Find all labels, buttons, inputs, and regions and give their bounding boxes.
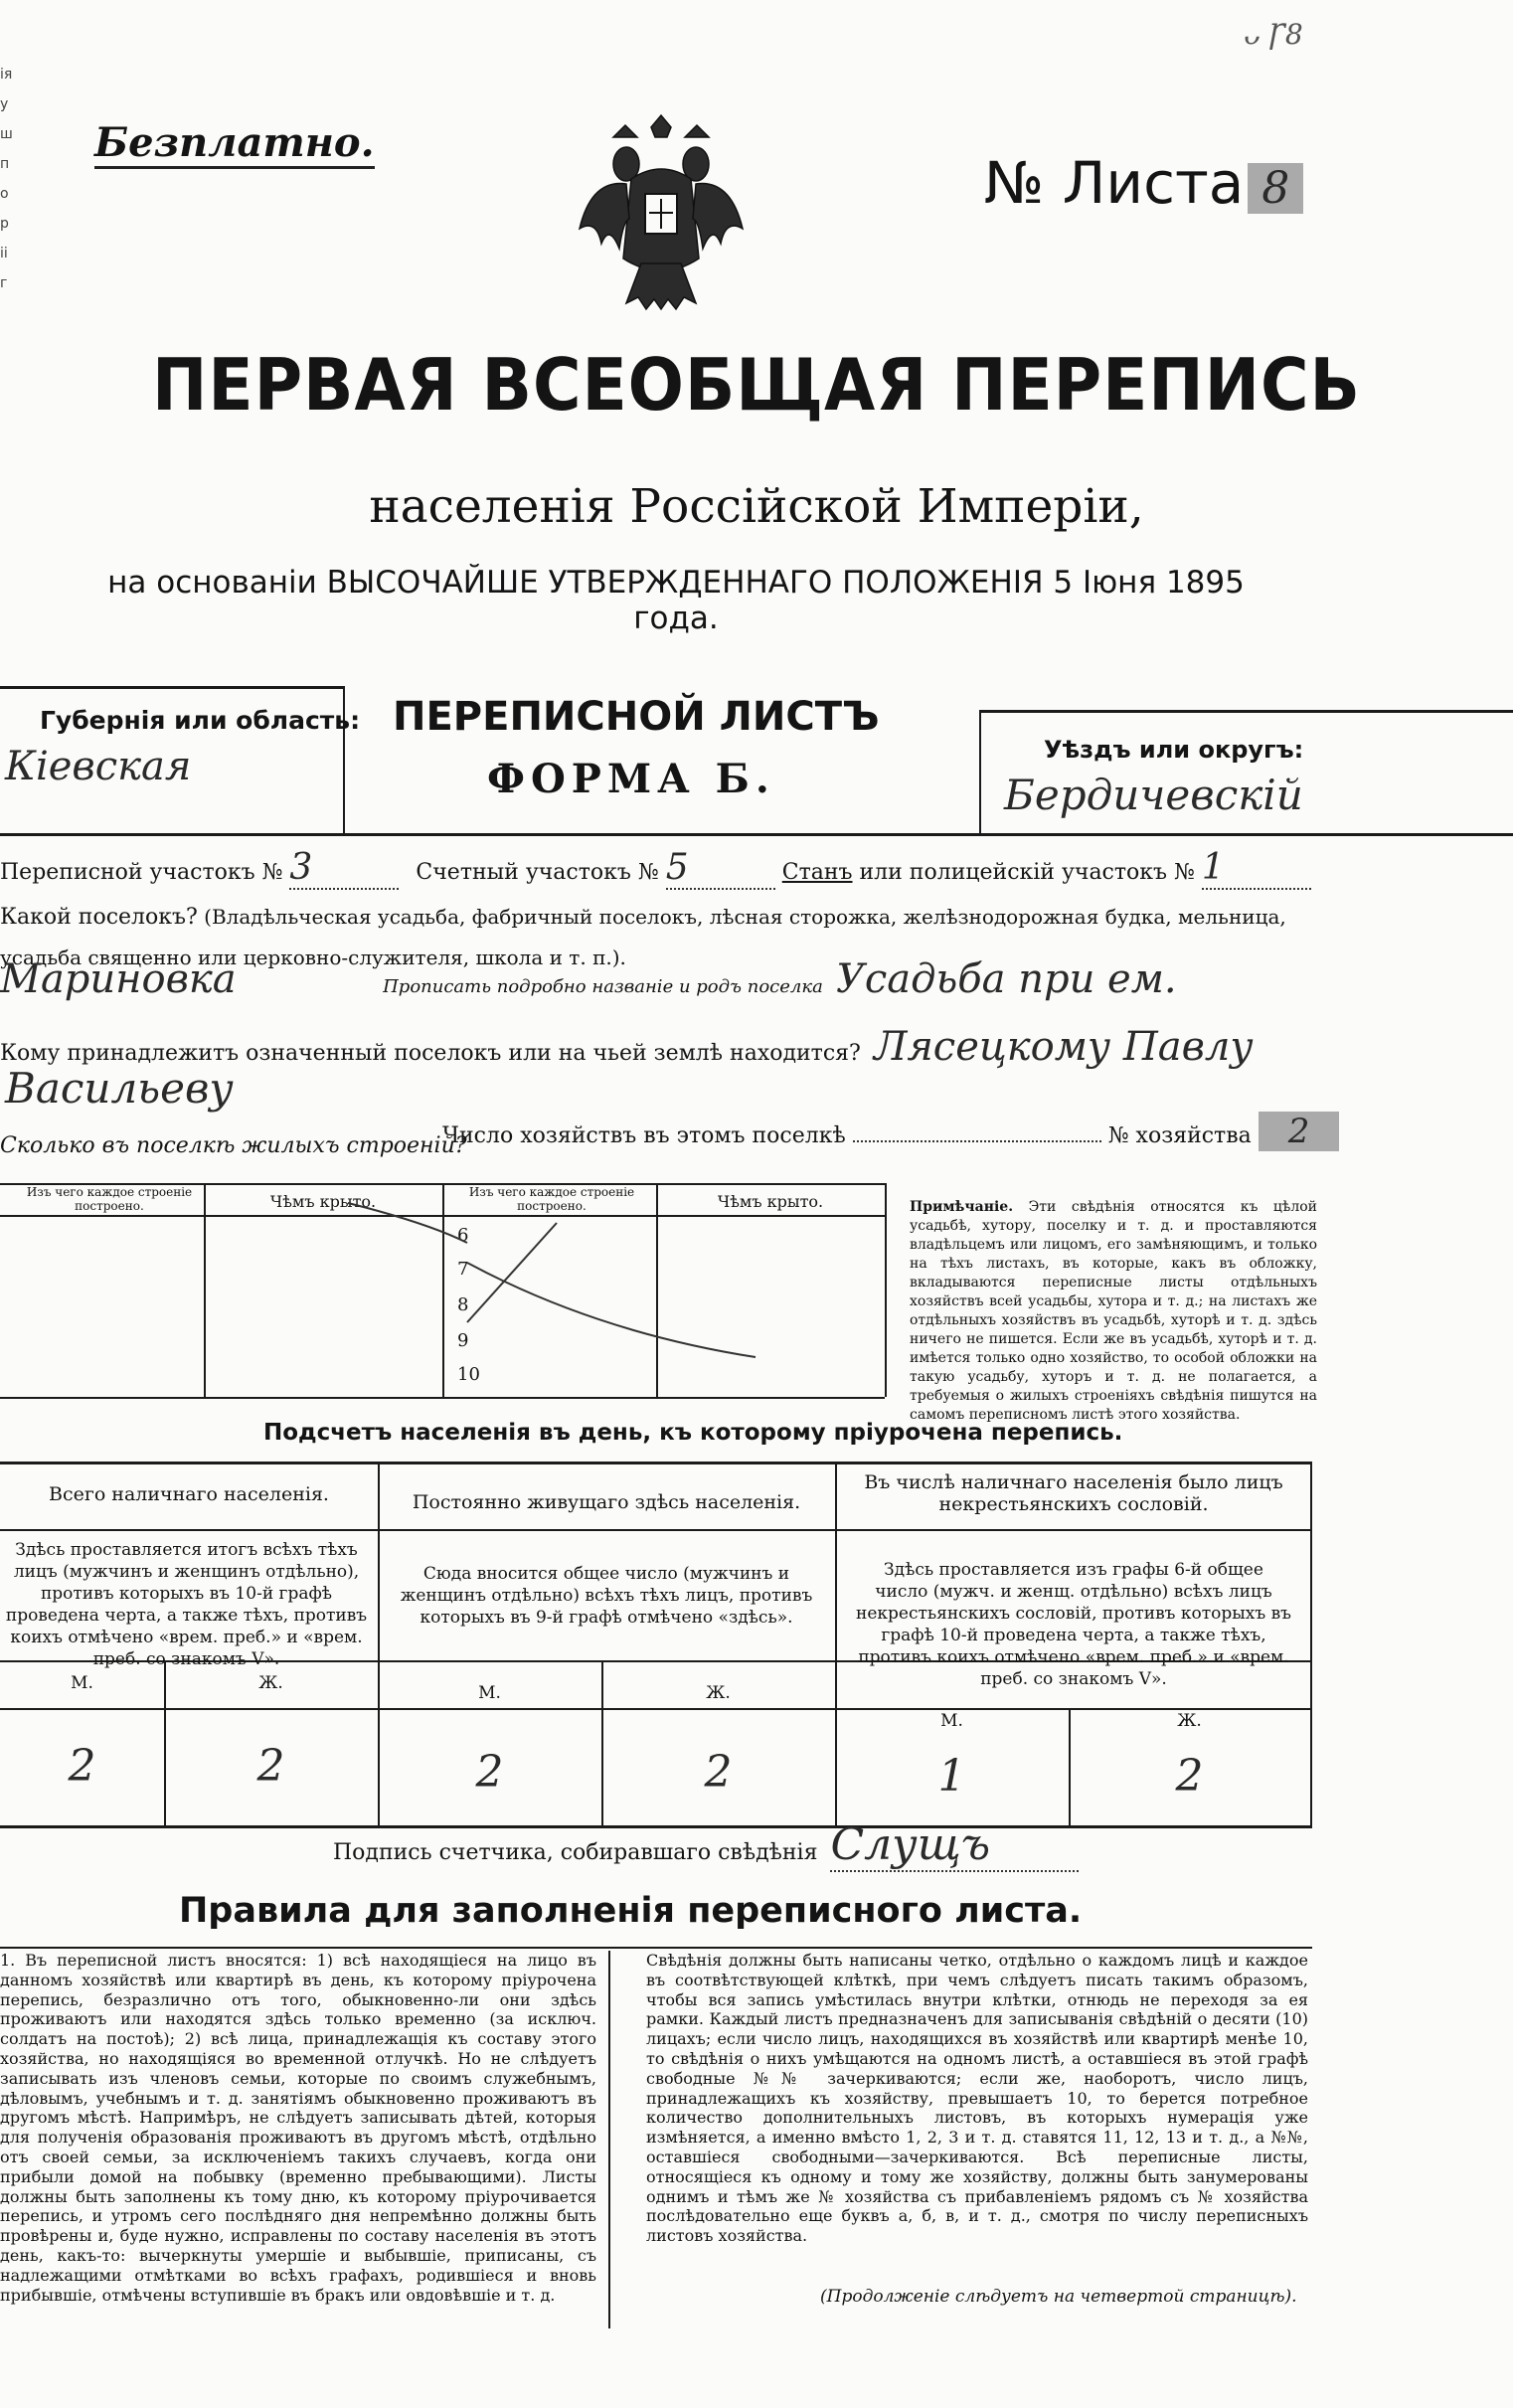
buildings-header-4: Чѣмъ крыто. (717, 1192, 824, 1211)
sheet-number-value: 8 (1248, 163, 1303, 214)
owner-question: Кому принадлежитъ означенный поселокъ или на чьей землѣ находится? (0, 1041, 861, 1066)
page-title: ПЕРВАЯ ВСЕОБЩАЯ ПЕРЕПИСЬ (152, 343, 1361, 427)
household-number-label: № хозяйства (1107, 1123, 1252, 1148)
sheet-number-label (984, 149, 1303, 217)
uezd-label: Уѣздъ или округъ: (1044, 736, 1304, 764)
count-value-nonpeasant-zh: 2 (1175, 1751, 1204, 1802)
owner-value-patronymic: Васильеву (5, 1064, 234, 1113)
households-row (442, 1112, 1513, 1151)
census-area-label: Переписной участокъ № (0, 860, 283, 885)
count-table-top (0, 1462, 1312, 1464)
owner-value-surname: Лясецкому Павлу (873, 1024, 1254, 1070)
page-subtitle: населенія Россійской Имперіи, (369, 479, 1144, 534)
form-title: ПЕРЕПИСНОЙ ЛИСТЪ (393, 694, 880, 740)
buildings-header-3: Изъ чего каждое строеніе построено. (468, 1185, 635, 1213)
buildings-note (910, 1198, 1317, 1425)
building-row-9: 9 (457, 1330, 469, 1351)
count-desc-1: Здѣсь проставляется итогъ всѣхъ тѣхъ лицъ (мужчинъ и женщинъ отдѣльно), противъ которыхъ въ 10-й графѣ проведена черта, а также тѣхъ, противъ коихъ отмѣчено «врем. преб.» и «врем. преб. со знакомъ V». (5, 1540, 368, 1669)
top-corner-marks: ᴗ Ꞅ8 (1243, 18, 1303, 51)
rules-title-rule (0, 1947, 1312, 1949)
building-row-7: 7 (457, 1259, 469, 1280)
count-zh-label-2: Ж. (706, 1683, 731, 1703)
households-value-blank (853, 1140, 1101, 1142)
guberniya-label: Губернія или область: (40, 706, 361, 735)
police-area-label: или полицейскій участокъ № (859, 860, 1195, 885)
count-desc-3: Здѣсь проставляется изъ графы 6-й общее число (мужч. и женщ. отдѣльно) всѣхъ лицъ некрестьянскихъ сословій, противъ которыхъ въ графѣ 10-й проведена черта, а также тѣхъ, противъ коихъ отмѣчено «врем. преб.» и «врем. преб. со знакомъ V». (855, 1560, 1291, 1689)
count-header-1: Всего наличнаго населенія. (49, 1483, 329, 1505)
count-zh-label-3: Ж. (1177, 1711, 1202, 1731)
count-m-label-1: М. (71, 1673, 93, 1693)
signature-row (333, 1819, 1079, 1872)
police-area-value: 1 (1202, 847, 1311, 890)
uezd-value: Бердичевскій (1004, 771, 1303, 819)
buildings-strikeout-lines (0, 1183, 895, 1402)
buildings-header-2: Чѣмъ крыто. (269, 1192, 377, 1211)
count-value-permanent-m: 2 (475, 1747, 504, 1798)
count-area-value: 5 (666, 847, 775, 890)
rules-right-column: Свѣдѣнія должны быть написаны четко, отдѣльно о каждомъ лицѣ и каждое въ соотвѣтствующей клѣткѣ, при чемъ слѣдуетъ писать такимъ образомъ, чтобы вся запись умѣстилась внутри клѣтки, отнюдь не переходя за ея рамки. Каждый листъ предназначенъ для записыванія свѣдѣній о десяти (10) лицахъ; если число лицъ, находящихся въ хозяйствѣ или квартирѣ менѣе 10, то свѣдѣнія о нихъ умѣщаются на одномъ листѣ, а оставшіеся въ этой графѣ свободные №№ зачеркиваются; если же, наоборотъ, число лицъ, принадлежащихъ къ хозяйству, превышаетъ 10, то берется потребное количество дополнительныхъ листовъ, въ которыхъ нумерація уже измѣняется, а именно вмѣсто 1, 2, 3 и т. д. ставятся 11, 12, 13 и т. д., а №№, оставшіеся свободными—зачеркиваются. Всѣ переписные листы, относящіеся къ одному и тому же хозяйству, должны быть занумерованы однимъ и тѣмъ же № хозяйства съ прибавленіемъ рядомъ съ № хозяйства послѣдовательно еще буквъ а, б, в, и т. д., смотря по числу переписныхъ листовъ хозяйства. (646, 1951, 1308, 2246)
left-margin-fragments: ія у ш п о р іі г (0, 67, 13, 291)
settlement-value-kind: Усадьба при ем. (835, 956, 1177, 1002)
settlement-description: (Владѣльческая усадьба, фабричный поселокъ, лѣсная сторожка, желѣзнодорожная будка, мельница, усадьба священно или церковно-служителя, школа и т. п.). (0, 905, 1286, 969)
legal-basis-line: на основаніи ВЫСОЧАЙШЕ УТВЕРЖДЕННАГО ПОЛОЖЕНІЯ 5 Іюня 1895 года. (107, 565, 1245, 636)
header-right-divider (979, 710, 981, 834)
stan-label: Станъ (781, 860, 853, 885)
settlement-value-row (0, 956, 1513, 1002)
rules-left-column: 1. Въ переписной листъ вносятся: 1) всѣ находящіеся на лицо въ данномъ хозяйствѣ или квартирѣ въ день, къ которому пріурочена перепись, безразлично отъ того, обыкновенно-ли они здѣсь проживаютъ или находятся здѣсь только временно (за исключ. солдатъ на постоѣ); 2) всѣ лица, принадлежащія къ составу этого хозяйства, но находящіяся во временной отлучкѣ. Но не слѣдуетъ записывать изъ членовъ семьи, которые по своимъ служебнымъ, дѣловымъ, учебнымъ и т. д. занятіямъ обыкновенно проживаютъ въ другомъ мѣстѣ. Напримѣръ, не слѣдуетъ записывать дѣтей, которыя для полученія образованія проживаютъ въ другомъ мѣстѣ, отдѣльно отъ своей семьи, за исключеніемъ такихъ случаевъ, когда они прибыли домой на побывку (временно пребывающими). Листы должны быть заполнены къ тому дню, къ которому пріурочивается перепись, и утромъ сего послѣдняго дня непремѣнно должны быть провѣрены и, буде нужно, исправлены по составу населенія въ этотъ день, какъ-то: вычеркнуты умершіе и выбывшіе, приписаны, съ надлежащими отмѣтками во всѣхъ графахъ, родившіеся и вновь прибывшіе, отмѣчены вступившіе въ бракъ или овдовѣвшіе и т. д. (0, 1951, 596, 2305)
buildings-header-1: Изъ чего каждое строеніе построено. (26, 1185, 193, 1213)
count-value-total-zh: 2 (256, 1741, 285, 1792)
count-m-label-3: М. (940, 1711, 963, 1731)
rules-title: Правила для заполненія переписного листа. (179, 1891, 1083, 1931)
count-value-permanent-zh: 2 (704, 1747, 733, 1798)
count-m-label-2: М. (478, 1683, 501, 1703)
coat-of-arms-emblem (572, 109, 751, 338)
free-label: Безплатно. (94, 119, 375, 169)
census-area-value: 3 (289, 847, 399, 890)
census-area-row (0, 847, 1513, 890)
note-title: Примѣчаніе. (910, 1199, 1014, 1215)
building-row-8: 8 (457, 1294, 469, 1315)
count-area-label: Счетный участокъ № (416, 860, 659, 885)
note-text: Эти свѣдѣнія относятся къ цѣлой усадьбѣ, хутору, поселку и т. д. и проставляются владѣльцемъ или лицомъ, его замѣняющимъ, и только на тѣхъ листахъ, въ которые, какъ въ обложку, вкладываются переписные листы отдѣльныхъ хозяйствъ всей усадьбы, хутора и т. д.; на листахъ же отдѣльныхъ хозяйствъ въ усадьбѣ, хуторѣ и т. д. здѣсь ничего не пишется. Если же въ усадьбѣ, хуторѣ и т. д. имѣется только одно хозяйство, то особой обложки на такую усадьбу, хуторъ и т. д. не полагается, а требуемыя о жилыхъ строеніяхъ свѣдѣнія пишутся на самомъ переписномъ листѣ этого хозяйства. (910, 1199, 1317, 1423)
count-value-total-m: 2 (68, 1741, 96, 1792)
buildings-question: Сколько въ поселкѣ жилыхъ строеній? (0, 1133, 467, 1158)
guberniya-value: Кіевская (5, 744, 192, 789)
header-top-rule (0, 686, 343, 689)
count-header-rule (0, 1529, 1312, 1531)
count-value-nonpeasant-m: 1 (937, 1751, 966, 1802)
form-name: ФОРМА Б. (487, 756, 775, 802)
rules-continued-note: (Продолженіе слѣдуетъ на четвертой страницѣ). (820, 2287, 1297, 2307)
settlement-value-name: Мариновка (0, 956, 237, 1002)
settlement-question: Какой поселокъ? (0, 905, 198, 930)
count-desc-2: Сюда вносится общее число (мужчинъ и женщинъ отдѣльно) всѣхъ тѣхъ лицъ, противъ которыхъ въ 9-й графѣ отмѣчено «здѣсь». (400, 1564, 813, 1628)
sheet-number-text: № Листа (984, 149, 1245, 217)
count-header-2: Постоянно живущаго здѣсь населенія. (412, 1491, 801, 1513)
rules-column-divider (608, 1951, 610, 2328)
signature-value: Слущъ (830, 1819, 1079, 1872)
household-number-value: 2 (1259, 1112, 1340, 1151)
settlement-instruction: Прописать подробно названіе и родъ поселка (383, 976, 823, 997)
header-bottom-rule (0, 833, 1513, 836)
header-right-rule (979, 710, 1513, 713)
count-header-3: Въ числѣ наличнаго населенія было лицъ некрестьянскихъ сословій. (864, 1471, 1283, 1515)
count-col-divider-c (1310, 1462, 1312, 1827)
count-title: Подсчетъ населенія въ день, къ которому пріурочена перепись. (263, 1420, 1123, 1446)
building-row-10: 10 (457, 1364, 480, 1385)
signature-label: Подпись счетчика, собиравшаго свѣдѣнія (333, 1840, 818, 1865)
building-row-6: 6 (457, 1225, 469, 1246)
count-zh-label-1: Ж. (258, 1673, 283, 1693)
households-label: Число хозяйствъ въ этомъ поселкѣ (442, 1123, 846, 1148)
